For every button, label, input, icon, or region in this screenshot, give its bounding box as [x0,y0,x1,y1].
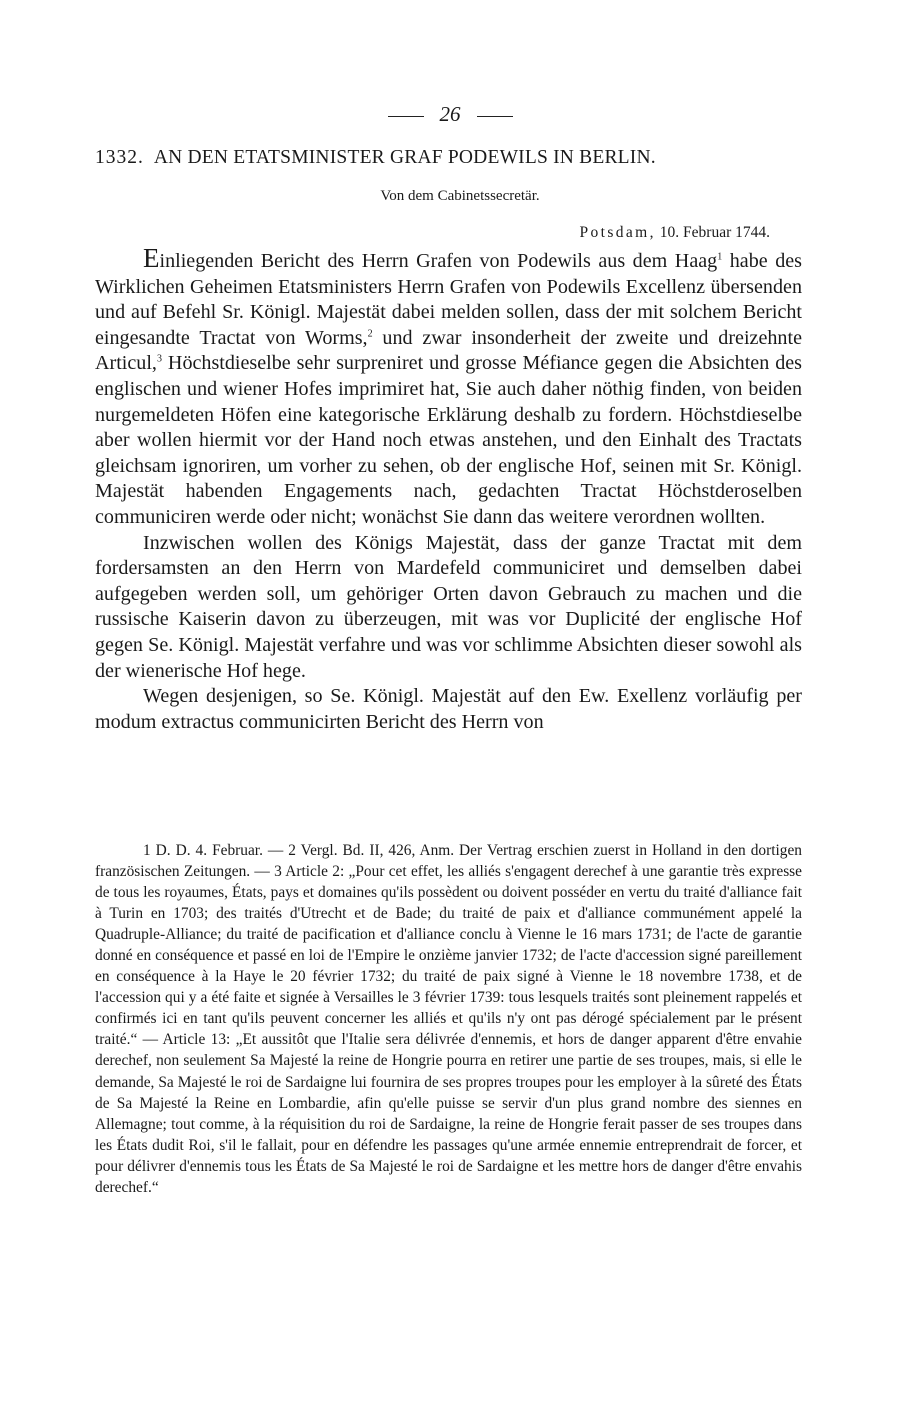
footnote-ref-3: 3 [156,353,162,365]
dateline-place: Potsdam, [579,224,656,241]
body-paragraph-1-part-d: Höchstdieselbe sehr surpreniret und grosse Méfiance gegen die Absichten des englischen und wiener Hofes imprimiret hat, Sie auch daher nöthig finden, von beiden nurgemeldeten Höfen eine kategorische Erklärung deshalb zu fordern. Höchstdieselbe aber wollen hiermit vor der Hand noch etwas anstehen, und den Einhalt des Tractats gleichsam ignoriren, um vorher zu sehen, ob der englische Hof, seinen mit Sr. Königl. Majestät habenden Engagements nach, gedachten Tractat Höchstderoselben communiciren werde oder nicht; wonächst Sie dann das weitere verordnen wollten. [95,352,802,528]
page-number-dash-left [388,116,424,117]
page-number-dash-right [477,116,513,117]
letter-body [95,243,803,735]
body-paragraph-1-part-b: habe des Wirklichen Geheimen Etatsministers Herrn Grafen von Podewils Excellenz übersenden und auf Befehl Sr. Königl. Majestät dabei melden sollen, dass der mit solchem Bericht eingesandte Tractat von Worms, [95,250,803,349]
body-paragraph-1 [95,243,803,531]
page-number-text: 26 [439,102,461,126]
footnote-ref-1: 1 [717,251,723,263]
body-paragraph-2: Inzwischen wollen des Königs Majestät, dass der ganze Tractat mit dem fordersamsten an den Herrn von Mardefeld communiciret und demselben dabei aufgegeben werden soll, um gehöriger Orten davon Gebrauch zu machen und die russische Kaiserin davon zu überzeugen, mit was vor Duplicité der englische Hof gegen Se. Königl. Majestät verfahre und was vor schlimme Absichten dieser sowohl als der wienerische Hof hege. [95,531,802,682]
body-paragraph-3: Wegen desjenigen, so Se. Königl. Majestät auf den Ew. Exellenz vorläufig per modum extractus communicirten Bericht des Herrn von [95,685,802,733]
dateline [579,224,770,242]
footnotes [95,840,802,1198]
sender-line: Von dem Cabinetssecretär. [380,188,540,204]
letter-number: 1332. [95,147,144,168]
dateline-date: 10. Februar 1744. [659,224,770,241]
letter-heading [95,147,807,169]
footnote-ref-2: 2 [367,328,373,340]
body-paragraph-1-part-a: Einliegenden Bericht des Herrn Grafen von Podewils aus dem Haag [143,243,718,273]
page-number [0,102,900,127]
letter-title: AN DEN ETATSMINISTER GRAF PODEWILS IN BERLIN. [153,147,656,168]
footnote-text: 1 D. D. 4. Februar. — 2 Vergl. Bd. II, 426, Anm. Der Vertrag erschien zuerst in Holland in den dortigen französischen Zeitungen. — 3 Article 2: „Pour cet effet, les alliés s'engagent derechef à une garantie très expresse de tous les royaumes, États, pays et domaines qu'ils possèdent ou doivent posséder en vertu du traité d'alliance fait à Turin en 1703; des traités d'Utrecht et de Bade; du traité de paix et d'alliance communément appelé la Quadruple-Alliance; du traité de pacification et d'alliance conclu à Vienne le 16 mars 1731; de l'acte de garantie donné en conséquence et passé en loi de l'Empire le onzième janvier 1732; de l'acte d'accession signé pareillement en conséquence à la Haye le 20 février 1732; du traité de paix signé à Vienne le 18 novembre 1738, et de l'accession qui y a été faite et signée à Versailles le 3 février 1739: tous lesquels traités sont pleinement rappelés et confirmés ici en tant qu'ils peuvent concerner les alliés et qu'ils n'y ont pas dérogé spécialement par le présent traité.“ — Article 13: „Et aussitôt que l'Italie sera délivrée d'ennemis, et hors de danger apparent d'être envahie derechef, non seulement Sa Majesté la reine de Hongrie pourra en retirer une partie de ses troupes, mais, si elle le demande, Sa Majesté le roi de Sardaigne lui fournira de ses propres troupes pour les employer à la sûreté des États de Sa Majesté la Reine en Lombardie, afin qu'elle puisse se servir d'un plus grand nombre des siennes en Allemagne; tout comme, à la réquisition du roi de Sardaigne, la reine de Hongrie ferait passer de ses troupes dans les États dudit Roi, s'il le fallait, pour en défendre les passages qu'une armée ennemie entreprendrait de forcer, et pour délivrer d'ennemis tous les États de Sa Majesté le roi de Sardaigne et les mettre hors de danger d'être envahis derechef.“ [95,842,802,1196]
body-paragraph-1-part-c: und zwar insonderheit der zweite und dreizehnte Articul, [95,326,802,375]
